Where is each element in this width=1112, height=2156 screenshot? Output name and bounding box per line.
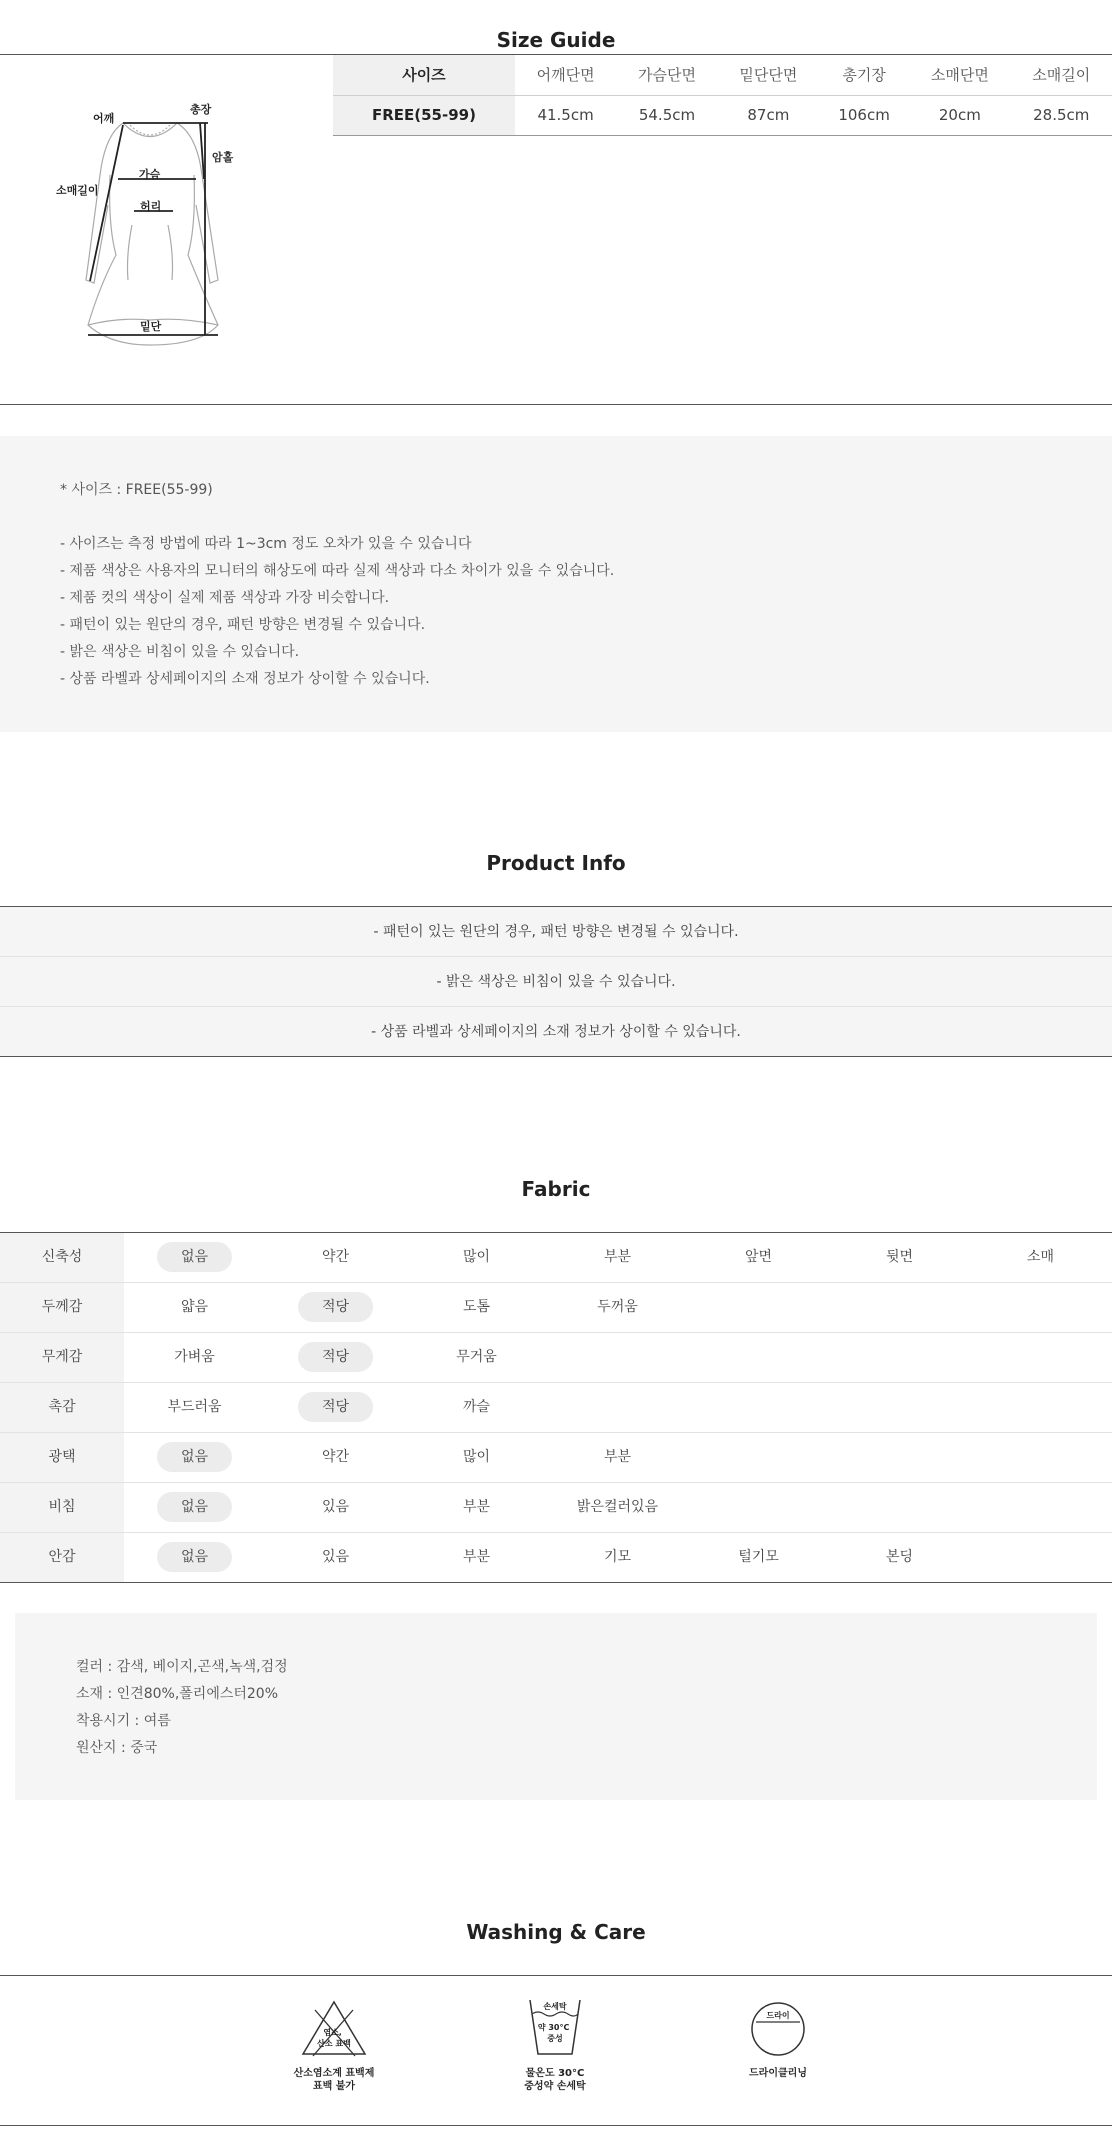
dry-clean-icon bbox=[743, 1998, 813, 2058]
fabric-option-label: 부분 bbox=[603, 1449, 632, 1465]
size-table-cell: 54.5cm bbox=[616, 95, 717, 135]
fabric-option-label: 털기모 bbox=[738, 1549, 779, 1565]
no-bleach-symbol-line1: 염소, bbox=[323, 2028, 342, 2037]
fabric-option-selected bbox=[124, 1533, 265, 1582]
fabric-option-label: 부드러움 bbox=[167, 1399, 222, 1415]
product-info-row: - 패턴이 있는 원단의 경우, 패턴 방향은 변경될 수 있습니다. bbox=[0, 907, 1112, 957]
fabric-option-selected bbox=[124, 1433, 265, 1482]
size-table-cell: 41.5cm bbox=[515, 95, 616, 135]
fabric-row bbox=[0, 1533, 1112, 1583]
care-item-dry-clean bbox=[703, 1998, 853, 2080]
dry-clean-caption: 드라이클리닝 bbox=[749, 2068, 807, 2079]
fabric-option-label: 얇음 bbox=[180, 1299, 209, 1315]
fabric-row-label: 신축성 bbox=[0, 1233, 124, 1282]
fabric-option-selected bbox=[265, 1383, 406, 1432]
diagram-label-sleeve-length: 소매길이 bbox=[56, 184, 99, 197]
fabric-option-label: 부분 bbox=[462, 1549, 491, 1565]
no-bleach-symbol-line2: 산소 표백 bbox=[317, 2039, 351, 2048]
fabric-option bbox=[406, 1333, 547, 1382]
size-table-header: 사이즈 bbox=[333, 55, 515, 95]
details-line-color: 컬러 : 감색, 베이지,곤색,녹색,검정 bbox=[76, 1659, 288, 1675]
fabric-row-label: 광택 bbox=[0, 1433, 124, 1482]
fabric-row-label: 두께감 bbox=[0, 1283, 124, 1332]
dress-diagram-drawing bbox=[50, 95, 280, 365]
fabric-option-label: 적당 bbox=[298, 1342, 373, 1372]
product-info-row: - 밝은 색상은 비침이 있을 수 있습니다. bbox=[0, 957, 1112, 1007]
fabric-option bbox=[829, 1233, 970, 1282]
fabric-option-label: 있음 bbox=[321, 1499, 350, 1515]
fabric-option-label: 본딩 bbox=[885, 1549, 914, 1565]
fabric-row bbox=[0, 1433, 1112, 1483]
diagram-label-shoulder: 어깨 bbox=[93, 112, 115, 125]
fabric-option-label: 없음 bbox=[157, 1542, 232, 1572]
fabric-row bbox=[0, 1233, 1112, 1283]
size-table-header: 소매단면 bbox=[909, 55, 1010, 95]
fabric-option bbox=[406, 1483, 547, 1532]
fabric-option bbox=[124, 1383, 265, 1432]
fabric-option bbox=[124, 1333, 265, 1382]
hand-wash-symbol-text bbox=[538, 2022, 572, 2043]
fabric-option bbox=[265, 1233, 406, 1282]
product-info-row: - 상품 라벨과 상세페이지의 소재 정보가 상이할 수 있습니다. bbox=[0, 1007, 1112, 1057]
washing-top-divider bbox=[0, 1975, 1112, 1976]
size-table-row bbox=[333, 95, 1112, 135]
size-table-header: 가슴단면 bbox=[616, 55, 717, 95]
care-item-no-bleach bbox=[259, 1998, 409, 2093]
no-bleach-caption: 산소염소계 표백제 표백 불가 bbox=[293, 2068, 375, 2092]
fabric-option bbox=[265, 1433, 406, 1482]
fabric-option-label: 없음 bbox=[157, 1492, 232, 1522]
fabric-option-selected bbox=[124, 1483, 265, 1532]
fabric-option bbox=[265, 1483, 406, 1532]
fabric-option-selected bbox=[124, 1233, 265, 1282]
hand-wash-symbol-line1: 약 30°C bbox=[537, 2023, 570, 2032]
fabric-option bbox=[406, 1233, 547, 1282]
fabric-option-label: 두꺼움 bbox=[597, 1299, 638, 1315]
fabric-option bbox=[406, 1283, 547, 1332]
fabric-option bbox=[265, 1533, 406, 1582]
size-table-header-row bbox=[333, 55, 1112, 95]
care-item-hand-wash bbox=[480, 1998, 630, 2093]
size-table-header: 밑단단면 bbox=[718, 55, 819, 95]
diagram-label-waist: 허리 bbox=[140, 200, 162, 213]
fabric-option bbox=[688, 1533, 829, 1582]
fabric-option-label: 까슬 bbox=[462, 1399, 491, 1415]
fabric-option bbox=[829, 1533, 970, 1582]
fabric-option-label: 적당 bbox=[298, 1292, 373, 1322]
fabric-option bbox=[547, 1433, 688, 1482]
details-box bbox=[15, 1613, 1097, 1800]
fabric-option-label: 무거움 bbox=[456, 1349, 497, 1365]
fabric-option bbox=[547, 1233, 688, 1282]
fabric-option-label: 부분 bbox=[462, 1499, 491, 1515]
fabric-option bbox=[406, 1533, 547, 1582]
fabric-option-label: 부분 bbox=[603, 1249, 632, 1265]
fabric-row-label: 촉감 bbox=[0, 1383, 124, 1432]
hand-wash-icon bbox=[520, 1998, 590, 2058]
fabric-option-label: 적당 bbox=[298, 1392, 373, 1422]
fabric-row-label: 무게감 bbox=[0, 1333, 124, 1382]
no-bleach-symbol-text bbox=[317, 2027, 351, 2048]
fabric-option-label: 약간 bbox=[321, 1449, 350, 1465]
washing-bottom-divider bbox=[0, 2125, 1112, 2126]
fabric-title: Fabric bbox=[521, 1177, 591, 1201]
size-table-cell: 28.5cm bbox=[1011, 95, 1112, 135]
details-line-material: 소재 : 인견80%,폴리에스터20% bbox=[76, 1686, 279, 1702]
fabric-option bbox=[406, 1383, 547, 1432]
details-line-season: 착용시기 : 여름 bbox=[76, 1713, 171, 1729]
fabric-option-label: 있음 bbox=[321, 1549, 350, 1565]
fabric-row bbox=[0, 1483, 1112, 1533]
fabric-option bbox=[970, 1233, 1111, 1282]
notes-line: - 밝은 색상은 비침이 있을 수 있습니다. bbox=[60, 644, 300, 660]
fabric-table bbox=[0, 1233, 1112, 1583]
hand-wash-symbol-top: 손세탁 bbox=[543, 2002, 567, 2011]
diagram-label-hem: 밑단 bbox=[140, 320, 162, 333]
washing-title: Washing & Care bbox=[466, 1920, 646, 1944]
fabric-option-label: 소매 bbox=[1026, 1249, 1055, 1265]
notes-size-line: * 사이즈 : FREE(55-99) bbox=[60, 482, 213, 498]
size-table-cell: 87cm bbox=[718, 95, 819, 135]
notes-line: - 패턴이 있는 원단의 경우, 패턴 방향은 변경될 수 있습니다. bbox=[60, 617, 426, 633]
fabric-option-label: 없음 bbox=[157, 1242, 232, 1272]
size-table-cell: FREE(55-99) bbox=[333, 95, 515, 135]
hand-wash-caption: 물온도 30°C 중성약 손세탁 bbox=[524, 2068, 586, 2092]
fabric-option bbox=[688, 1233, 829, 1282]
size-guide-title: Size Guide bbox=[496, 28, 616, 52]
size-table-cell: 106cm bbox=[819, 95, 909, 135]
fabric-option-label: 앞면 bbox=[744, 1249, 773, 1265]
hand-wash-symbol-line2: 중성 bbox=[547, 2034, 563, 2043]
fabric-option bbox=[547, 1533, 688, 1582]
size-table bbox=[333, 55, 1112, 136]
fabric-option-selected bbox=[265, 1333, 406, 1382]
size-table-header: 소매길이 bbox=[1011, 55, 1112, 95]
fabric-option bbox=[406, 1433, 547, 1482]
fabric-option bbox=[547, 1283, 688, 1332]
fabric-option bbox=[547, 1483, 688, 1532]
size-table-cell: 20cm bbox=[909, 95, 1010, 135]
diagram-label-length: 총장 bbox=[190, 103, 212, 116]
fabric-option-label: 없음 bbox=[157, 1442, 232, 1472]
fabric-option-label: 도톰 bbox=[462, 1299, 491, 1315]
fabric-option-selected bbox=[265, 1283, 406, 1332]
fabric-row-label: 비침 bbox=[0, 1483, 124, 1532]
size-table-header: 총기장 bbox=[819, 55, 909, 95]
fabric-option-label: 약간 bbox=[321, 1249, 350, 1265]
fabric-row bbox=[0, 1283, 1112, 1333]
fabric-row bbox=[0, 1333, 1112, 1383]
fabric-option-label: 밝은컬러있음 bbox=[576, 1499, 659, 1515]
notes-line: - 제품 색상은 사용자의 모니터의 해상도에 따라 실제 색상과 다소 차이가 있을 수 있습니다. bbox=[60, 563, 615, 579]
fabric-option-label: 기모 bbox=[603, 1549, 632, 1565]
diagram-label-chest: 가슴 bbox=[139, 168, 161, 181]
fabric-row-label: 안감 bbox=[0, 1533, 124, 1582]
no-bleach-icon bbox=[299, 1998, 369, 2058]
fabric-option-label: 뒷면 bbox=[885, 1249, 914, 1265]
product-info-title: Product Info bbox=[486, 851, 626, 875]
fabric-option-label: 많이 bbox=[462, 1249, 491, 1265]
notes-line: - 제품 컷의 색상이 실제 제품 색상과 가장 비슷합니다. bbox=[60, 590, 390, 606]
fabric-option-label: 많이 bbox=[462, 1449, 491, 1465]
fabric-option bbox=[124, 1283, 265, 1332]
size-table-header: 어깨단면 bbox=[515, 55, 616, 95]
dry-clean-symbol-text: 드라이 bbox=[766, 2011, 790, 2020]
fabric-option-label: 가벼움 bbox=[174, 1349, 215, 1365]
size-guide-bottom-divider bbox=[0, 404, 1112, 405]
notes-line: - 사이즈는 측정 방법에 따라 1~3cm 정도 오차가 있을 수 있습니다 bbox=[60, 536, 472, 552]
notes-line: - 상품 라벨과 상세페이지의 소재 정보가 상이할 수 있습니다. bbox=[60, 671, 430, 687]
fabric-row bbox=[0, 1383, 1112, 1433]
diagram-label-armhole: 암홀 bbox=[212, 151, 234, 164]
details-line-origin: 원산지 : 중국 bbox=[76, 1740, 158, 1756]
dress-diagram bbox=[50, 95, 280, 365]
